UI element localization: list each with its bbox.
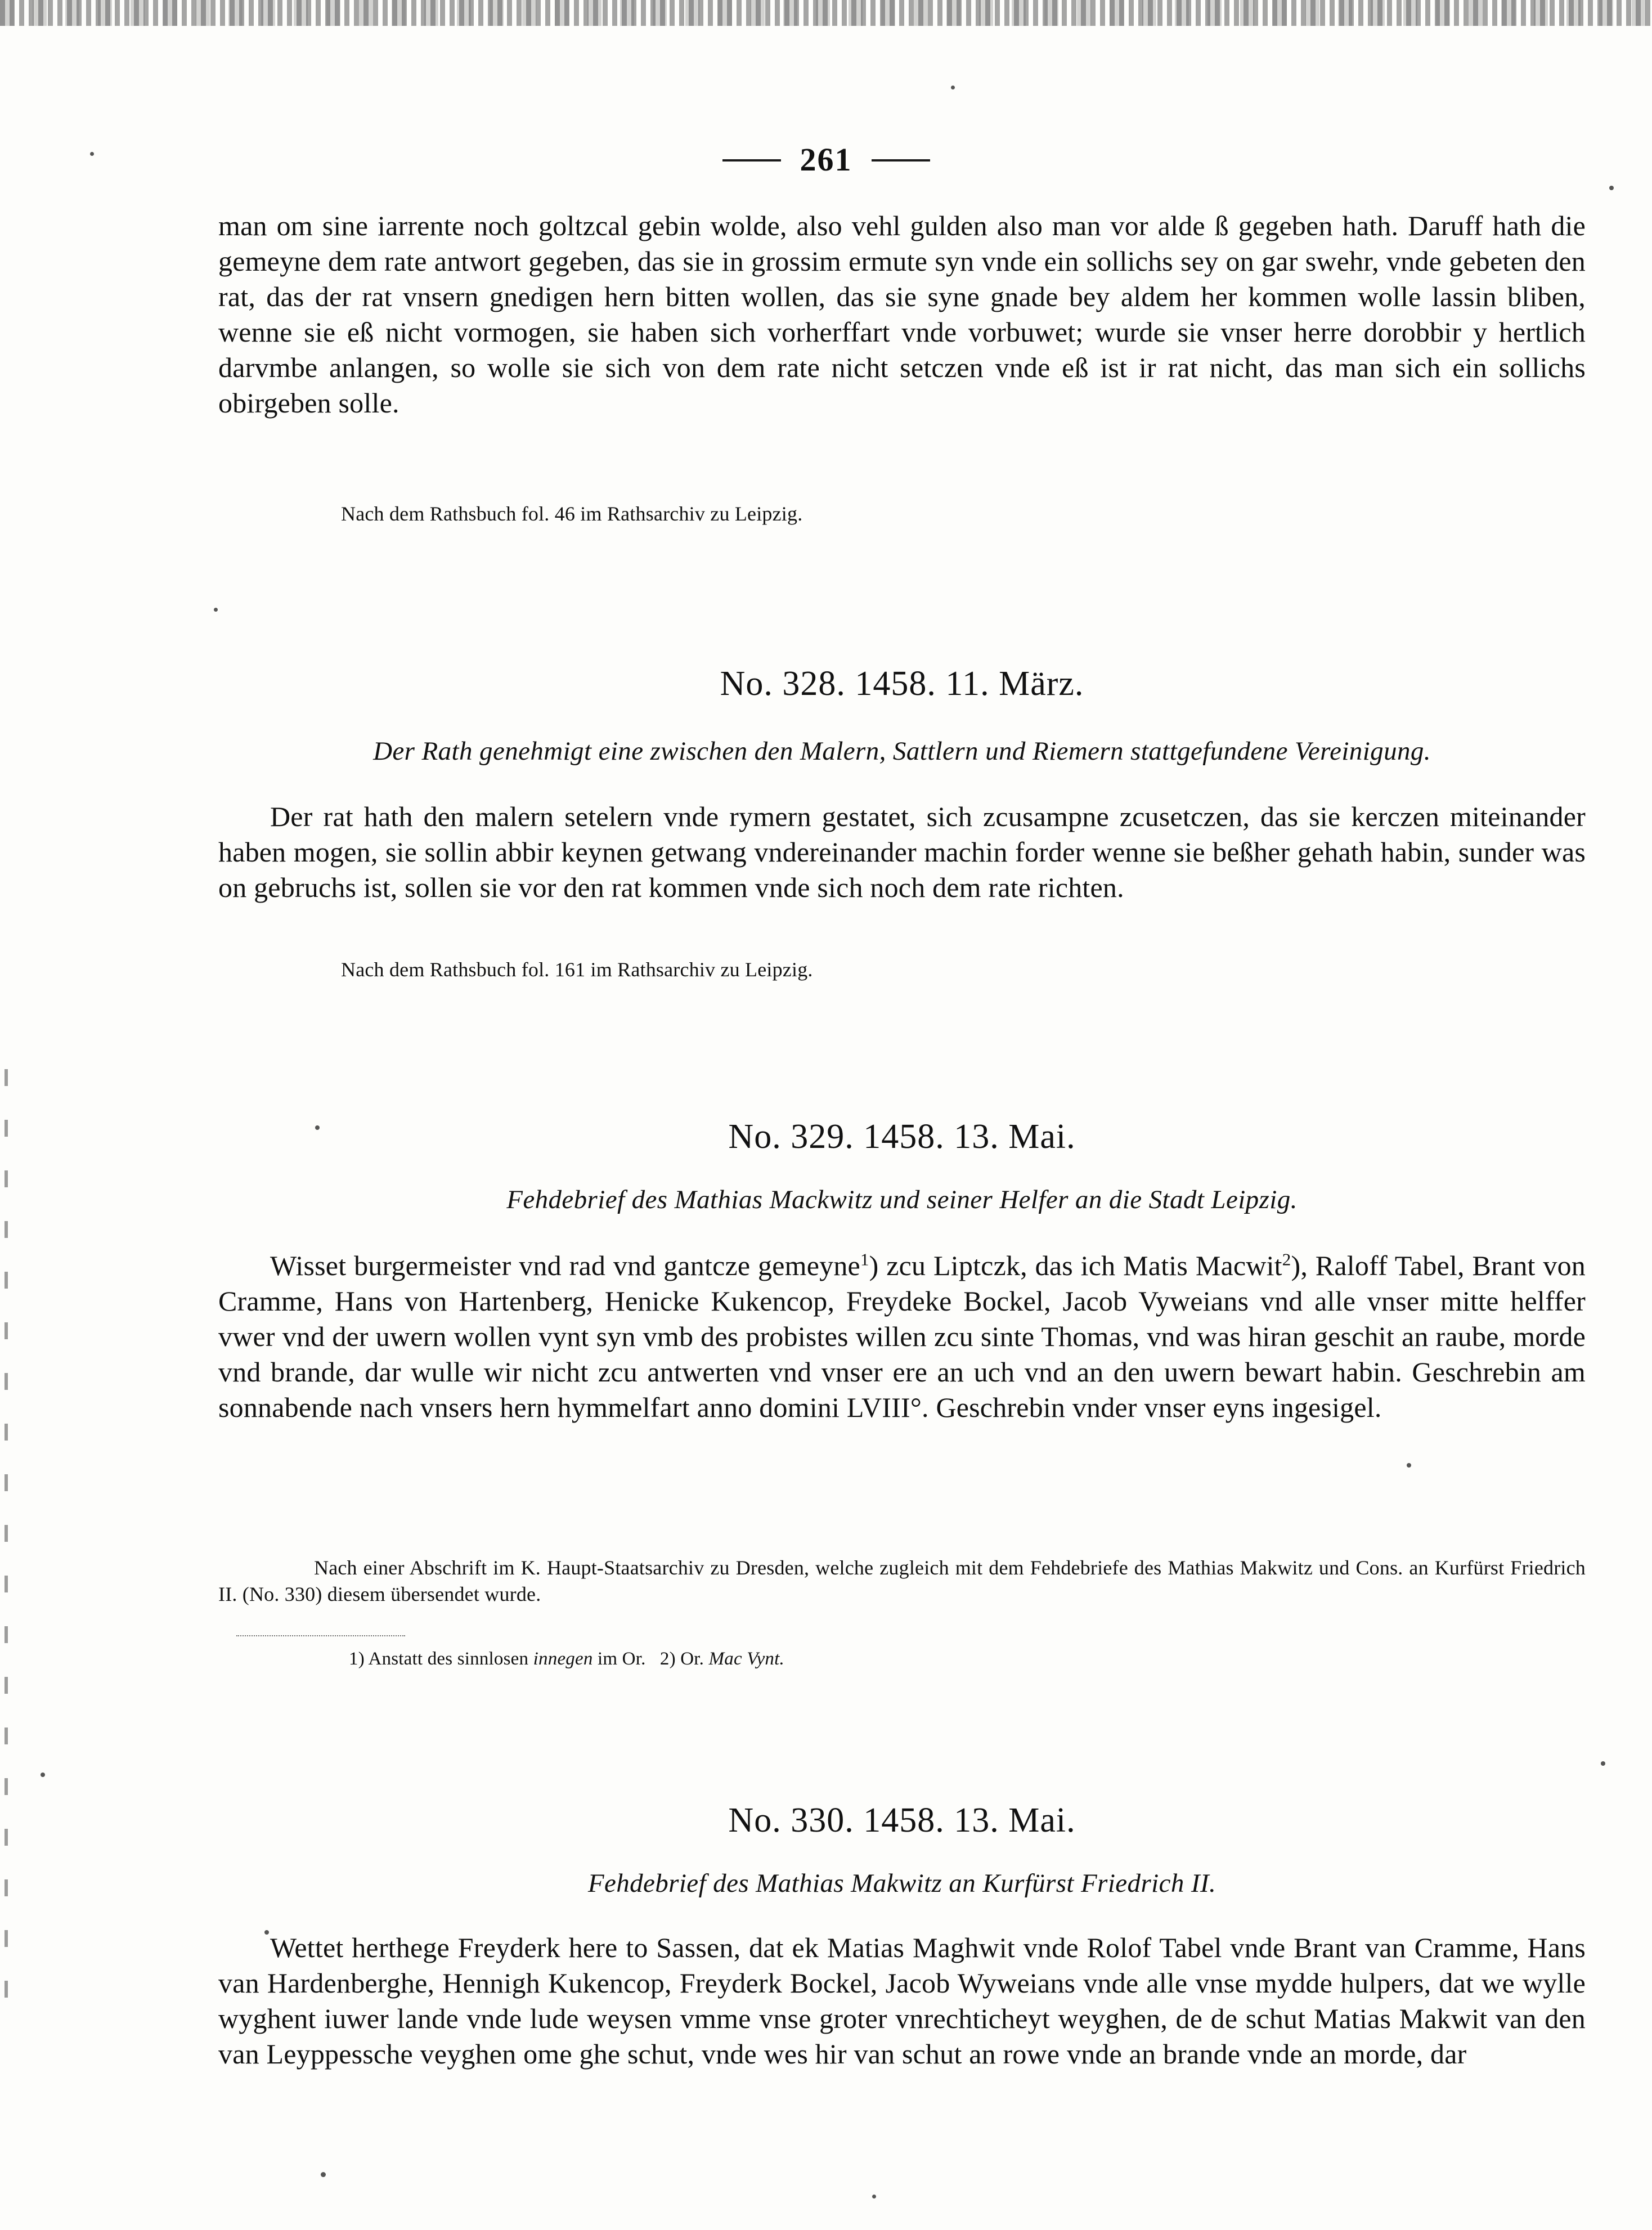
footnote-2-number: 2) bbox=[659, 1649, 676, 1669]
entry-329-subtitle: Fehdebrief des Mathias Mackwitz und seiner Helfer an die Stadt Leipzig. bbox=[506, 1185, 1298, 1214]
entry-329-body-part2: ) zcu Liptczk, das ich Matis Macwit bbox=[869, 1250, 1282, 1281]
entry-330-body-wrap bbox=[218, 1930, 1586, 2072]
entry-328-body-wrap bbox=[218, 799, 1586, 905]
entry-328-source: Nach dem Rathsbuch fol. 161 im Rathsarchiv zu Leipzig. bbox=[341, 958, 813, 981]
entry-329-heading: No. 329. 1458. 13. Mai. bbox=[728, 1118, 1076, 1156]
entry-328 bbox=[218, 664, 1586, 704]
footnote-1-text-a: Anstatt des sinnlosen bbox=[368, 1649, 529, 1669]
entry-328-heading: No. 328. 1458. 11. März. bbox=[720, 665, 1084, 703]
entry-329 bbox=[218, 1117, 1586, 1157]
entry-continued-source-wrap bbox=[218, 501, 1586, 527]
entry-330-subtitle-wrap bbox=[218, 1868, 1586, 1899]
entry-continued bbox=[218, 208, 1586, 421]
entry-328-source-wrap bbox=[218, 957, 1586, 983]
header-rule-right bbox=[872, 159, 930, 161]
entry-329-body-part1: Wisset burgermeister vnd rad vnd gantcze gemeyne bbox=[270, 1250, 860, 1281]
scan-edge-artifact-top bbox=[0, 0, 1652, 26]
footnote-marker-2: 2 bbox=[1282, 1249, 1291, 1269]
scan-speck bbox=[1601, 1761, 1605, 1766]
footnote-2-italic-term: Mac Vynt. bbox=[708, 1649, 784, 1669]
footnote-1-text-b: im Or. bbox=[598, 1649, 646, 1669]
scan-speck bbox=[872, 2195, 876, 2198]
footnote-1-italic-term: innegen bbox=[533, 1649, 593, 1669]
scan-speck bbox=[321, 2172, 326, 2177]
header-rule-left bbox=[722, 159, 781, 161]
entry-329-source: Nach einer Abschrift im K. Haupt-Staatsarchiv zu Dresden, welche zugleich mit dem Fehdebriefe des Mathias Makwitz und Cons. an Kurfürst Friedrich II. (No. 330) diesem übersendet wurde. bbox=[218, 1556, 1586, 1605]
page-header bbox=[0, 141, 1652, 178]
entry-328-body: Der rat hath den malern setelern vnde rymern gestatet, sich zcusampne zcusetczen, das sie kerczen miteinander haben mogen, sie sollin abbir keynen getwang vndereinander machin forder wenne sie beßher gehath habin, sunder was on gebruchs ist, sollen sie vor den rat kommen vnde sich noch dem rate richten. bbox=[218, 801, 1586, 903]
entry-329-body-wrap bbox=[218, 1248, 1586, 1425]
entry-330-body: Wettet herthege Freyderk here to Sassen, dat ek Matias Maghwit vnde Rolof Tabel vnde Brant van Cramme, Hans van Hardenberghe, Hennigh Kukencop, Freyderk Bockel, Jacob Wyweians vnde alle vnse mydde hulpers, dat we wylle wyghent iuwer lande vnde lude weysen vmme vnse groter vnrechticheyt weyghen, de de schut Matias Makwit van den van Leyppessche veyghen ome ghe schut, vnde wes hir van schut an rowe vnde an brande vnde an morde, dar bbox=[218, 1932, 1586, 2070]
scan-speck bbox=[41, 1773, 45, 1777]
scan-speck bbox=[214, 608, 218, 612]
scan-speck bbox=[951, 86, 955, 89]
scan-speck bbox=[1609, 186, 1614, 190]
scan-speck bbox=[1407, 1463, 1411, 1468]
entry-330 bbox=[218, 1801, 1586, 1841]
entry-continued-body: man om sine iarrente noch goltzcal gebin wolde, also vehl gulden also man vor alde ß gegeben hath. Daruff hath die gemeyne dem rate antwort gegeben, das sie in grossim ermute syn vnde ein sollichs sey on gar swehr, vnde gebeten den rat, das der rat vnsern gnedigen hern bitten wollen, das sie syne gnade bey aldem her kommen wolle lassin bliben, wenne sie eß nicht vormogen, sie haben sich vorherffart vnde vorbuwet; wurde sie vnser herre dorobbir y hertlich darvmbe anlangen, so wolle sie sich von dem rate nicht setczen vnde eß ist ir rat nicht, das man sich ein sollichs obirgeben solle. bbox=[218, 210, 1586, 419]
entry-continued-source: Nach dem Rathsbuch fol. 46 im Rathsarchiv zu Leipzig. bbox=[341, 502, 803, 525]
scan-edge-artifact-left bbox=[5, 1069, 8, 2026]
entry-330-subtitle: Fehdebrief des Mathias Makwitz an Kurfürst Friedrich II. bbox=[587, 1869, 1216, 1898]
entry-329-source-wrap bbox=[218, 1555, 1586, 1608]
footnote-marker-1: 1 bbox=[860, 1249, 869, 1269]
footnote-list bbox=[349, 1649, 784, 1670]
entry-329-body-part3: ), Raloff Tabel, Brant von Cramme, Hans von Hartenberg, Henicke Kukencop, Freydeke Bockel, Jacob Vyweians vnd alle vnser mitte helffer vwer vnd der uwern wollen vynt syn vmb des probistes willen zcu sinte Thomas, vnd was hiran geschit an raube, morde vnd brande, dar wulle wir nicht zcu antwerten vnd vnser ere an uch vnd an den uwern bewart habin. Geschrebin am sonnabende nach vnsers hern hymmelfart anno domini LVIII°. Geschrebin vnder vnser eyns ingesigel. bbox=[218, 1250, 1586, 1423]
entry-329-body bbox=[218, 1248, 1586, 1425]
footnote-separator-rule bbox=[236, 1635, 405, 1636]
entry-329-subtitle-wrap bbox=[218, 1184, 1586, 1215]
footnote-2-text-a: Or. bbox=[680, 1649, 704, 1669]
entry-328-subtitle: Der Rath genehmigt eine zwischen den Malern, Sattlern und Riemern stattgefundene Vereinigung. bbox=[373, 737, 1431, 766]
page-number: 261 bbox=[800, 141, 852, 178]
entry-330-heading: No. 330. 1458. 13. Mai. bbox=[728, 1801, 1076, 1839]
entry-328-subtitle-wrap bbox=[218, 736, 1586, 766]
footnote-1-number: 1) bbox=[349, 1649, 365, 1669]
